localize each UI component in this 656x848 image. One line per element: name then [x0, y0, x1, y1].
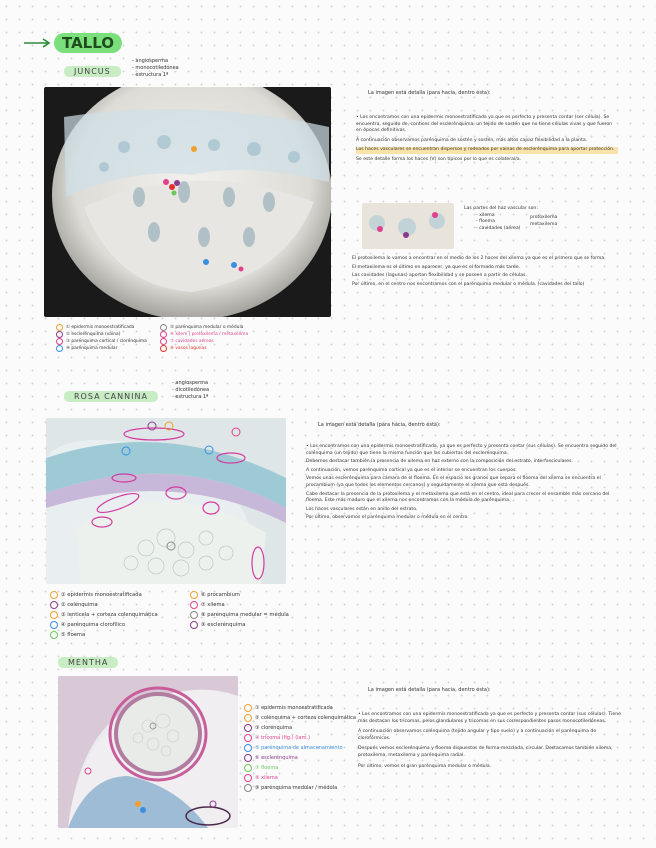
legend-item: ③ lenticela + corteza colenquimática [50, 610, 158, 620]
section-label-mentha: MENTHA [58, 657, 118, 668]
legend-item: ⑦ xilema [190, 600, 289, 610]
feature-item: - estructura 1ª [172, 394, 209, 400]
rosa-intro: La imagen está detalla (para hacia, dentro ésta): [318, 422, 441, 428]
rosa-legend-col1 [50, 590, 158, 640]
section-label-juncus: JUNCUS [64, 66, 121, 77]
paragraph: El protoxilema lo vamos a encontrar en el medio de los 2 haces del xilema ya que es el primero que se forma. [352, 256, 606, 261]
legend-item: ⑥ esclerénquima [244, 753, 356, 763]
inset-item: - xilema [476, 212, 495, 218]
paragraph: Los haces vasculares se encuentran dispersos y rodeados por vainas de esclerénquima para aportar protección. [356, 147, 618, 154]
paragraph: El metaxilema es el último en aparecer, ya que es el formado más tarde. [352, 264, 521, 270]
legend-item: ③ parénquima cortical / clorénquima [56, 338, 147, 345]
note: protoxilema [530, 215, 558, 220]
juncus-intro: La imagen está detalla (para hacia, dentro ésta): [368, 90, 491, 96]
feature-item: - angiosperma [172, 380, 209, 386]
juncus-micrograph [44, 87, 331, 317]
legend-item: ③ clorénquima [244, 723, 356, 733]
page-title: TALLO [54, 33, 122, 53]
mentha-intro: La imagen está detalla (para hacia, dentro ésta): [368, 687, 491, 693]
legend-item: ① epidermis monoestratificada [50, 590, 158, 600]
paragraph: • Los encontramos con una epidermis monoestratificada ya que es perfecto y presenta contar (sus células). Tiene más destacan los tricomas, pelos glandulares y tricomas en sus correspondientes pasos monocotiledóneas. [358, 712, 621, 724]
paragraph: Después vemos esclerénquima y floema dispuestos de forma mezclada, circular. Destacamos también xilema, protoxilema, metaxilema y parénquima radial. [358, 746, 613, 758]
paragraph: Vemos unas esclerénquima para cámara de el floema. En el espacio los granos que separa el floema del xilema se encuentra el procambium (ya que todos los elementos cercanos) y seguidamente el xilema que está después. [306, 476, 601, 488]
rosa-micrograph [46, 418, 286, 584]
legend-item: ② colénquima + corteza colenquimática [244, 713, 356, 723]
legend-item: ④ parénquima medular [56, 345, 147, 352]
legend-item: ④ tricoma (fig.) (lam.) [244, 733, 356, 743]
feature-item: - angiosperma [132, 58, 169, 64]
legend-item: ⑤ parénquima de almacenamiento [244, 743, 356, 753]
legend-item: ① epidermis monoestratificada [244, 703, 356, 713]
legend-item: ② esclerénquima (vaina) [56, 331, 147, 338]
juncus-legend-col2 [160, 324, 248, 352]
mentha-text [358, 712, 624, 770]
inset-item: - cavidades (aérea) [476, 225, 521, 231]
note: metaxilema [530, 221, 558, 227]
juncus-inset-notes [530, 215, 557, 228]
legend-item: ⑦ floema [244, 763, 356, 773]
paragraph: Se este detalle forma los haces (V) son típicos por lo que es colateral/a. [356, 156, 522, 162]
legend-item: ④ parénquima clorofílico [50, 620, 158, 630]
feature-item: - dicotiledónea [172, 387, 210, 393]
mentha-micrograph [58, 676, 238, 828]
mentha-legend [244, 703, 356, 793]
legend-item: ② colénquima [50, 600, 158, 610]
legend-item: ⑨ esclerénquima [190, 620, 289, 630]
legend-item: ⑤ floema [50, 630, 158, 640]
juncus-text [356, 115, 618, 164]
section-label-rosa: ROSA CANNINA [64, 391, 158, 402]
legend-item: ⑤ parénquima medular o médula [160, 324, 248, 331]
legend-item: ⑥ xilem | protoxilema / metaxilema [160, 331, 248, 338]
rosa-legend-col2 [190, 590, 289, 630]
paragraph: Cabe destacar la presencia de la protoxilema y el metaxilema que está en el centro, ideal para crecer el ensamble más cercano del floema. Este más maduro que el xilema nos encontramos con la médula de parénquima. [306, 491, 610, 504]
paragraph: Debemos destacar también la presencia de xilema en haz externo con la composición del estrato, interfasciculares. [306, 459, 573, 465]
inset-item: - floema [476, 219, 495, 225]
feature-item: - monocotiledónea [132, 65, 179, 71]
legend-item: ⑨ parénquima medular / médula [244, 783, 356, 793]
paragraph: • Los encontramos con una epidermis monoestratificada ya que es perfecto y presenta contar (ser célula). Se encuentra, seguido de, contices del esclerénquima, un tejido de sostén que no tiene células vivas y que fueron en épocas definitivas. [356, 115, 613, 134]
paragraph: A continuación observamos colénquima (tejido angular y tipo suelo) y a continuación el parénquima de clorofórmicos. [358, 729, 597, 741]
juncus-features [132, 58, 179, 79]
legend-item: ⑦ cavidades aéreas [160, 338, 248, 345]
feature-item: - estructura 1ª [132, 72, 169, 78]
paragraph: A continuación, vemos parénquima cortical ya que es el interior se encuentran los cuerpos. [306, 467, 517, 473]
juncus-legend-col1 [56, 324, 147, 352]
juncus-text-2 [352, 256, 620, 288]
paragraph: Los haces vasculares están en anillo del estrato. [306, 506, 418, 512]
caption: Las partes del haz vascular son: [464, 206, 538, 211]
paragraph: Por último, en el centro nos encontramos con el parénquima medular o médula. (cavidades del tallo) [352, 281, 585, 287]
paragraph: Las cavidades (lagunas) aportan flexibilidad y se poseen a partir de células. [352, 273, 527, 279]
legend-item: ⑧ vasos lagunas [160, 345, 248, 352]
rosa-features [172, 380, 209, 401]
paragraph: • Los encontramos con una epidermis monoestratificada, ya que es perfecto y presenta contar (sus células). Se encuentra seguido del colénquima (un tejido) que tiene la misma función que las cubiertas del esclerénquima. [306, 444, 617, 456]
arrow-icon [24, 36, 54, 50]
rosa-text [306, 444, 624, 522]
paragraph: Por último, observamos el parénquima medular o médula en el centro. [306, 515, 469, 521]
legend-item: ⑥ procambium [190, 590, 289, 600]
paragraph: Por último, vemos el gran parénquima medular o médula. [358, 763, 492, 769]
paragraph: A continuación observamos parénquima de sostén y sostén, más altos capaz flexibilidad a la planta. [356, 137, 588, 143]
legend-item: ① epidermis monoestratificada [56, 324, 147, 331]
legend-item: ⑧ xilema [244, 773, 356, 783]
legend-item: ⑧ parénquima medular = médula [190, 610, 289, 620]
juncus-inset-micrograph [362, 203, 454, 249]
